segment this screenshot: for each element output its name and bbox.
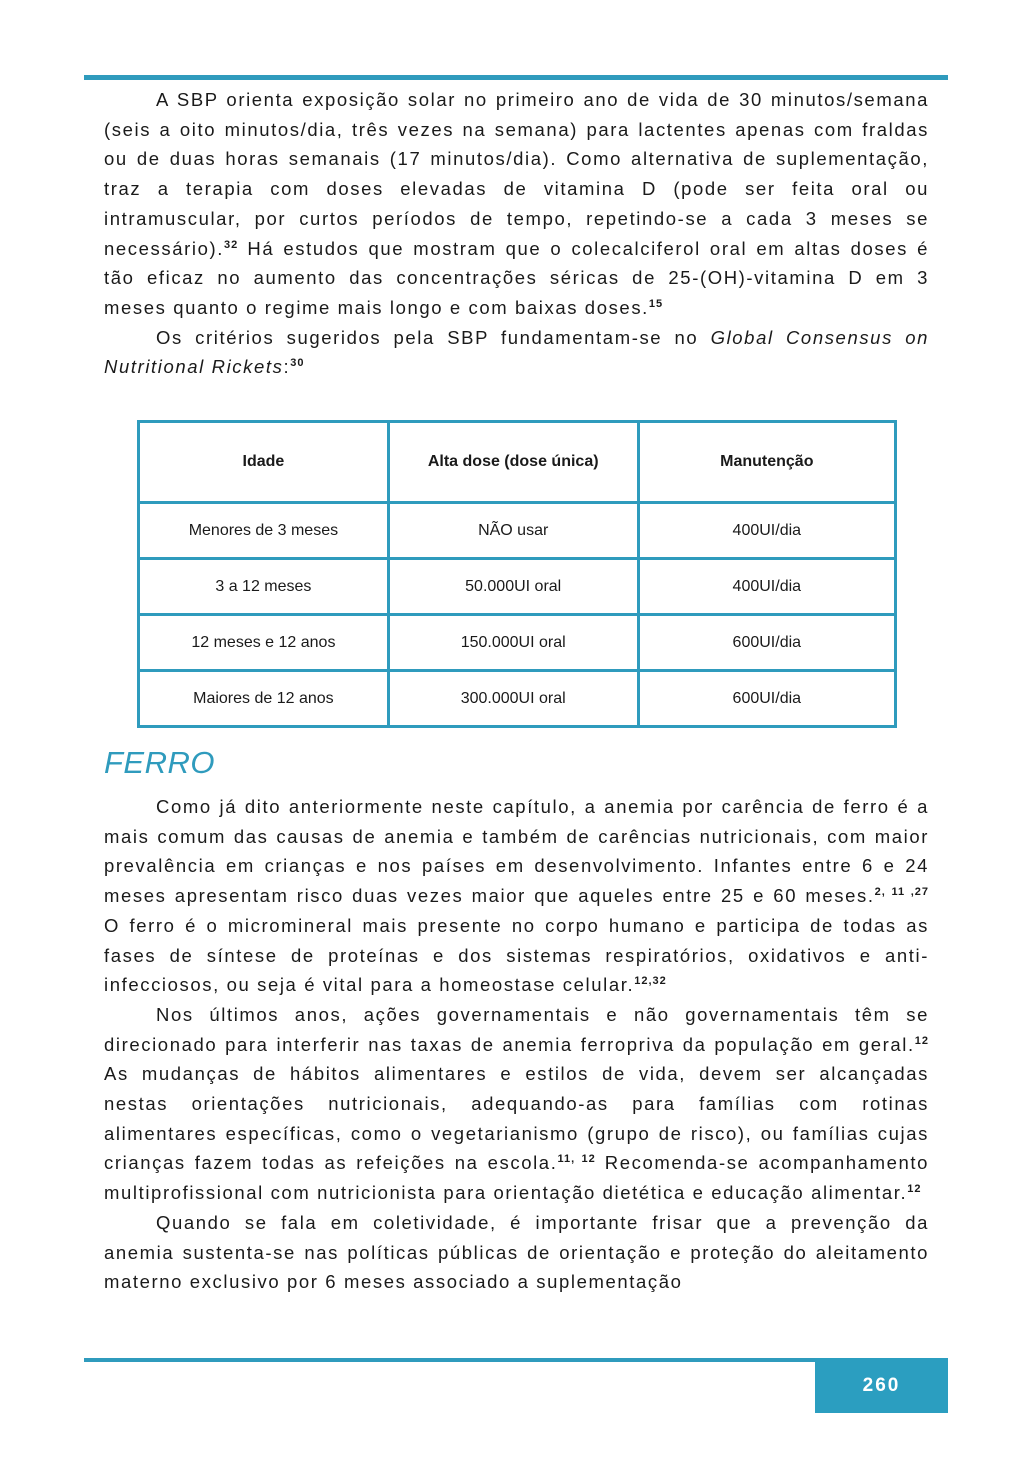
column-header-high-dose: Alta dose (dose única) (388, 422, 638, 503)
intro-text (104, 85, 929, 382)
cell-high-dose: 150.000UI oral (388, 615, 638, 671)
section-title-ferro: FERRO (104, 745, 215, 780)
citation: 2, 11 ,27 (874, 886, 929, 899)
vitamin-d-dose-table (137, 420, 897, 728)
paragraph-text: O ferro é o micromineral mais presente no corpo humano e participa de todas as fases de síntese de proteínas e dos sistemas respiratórios, oxidativos e anti-infecciosos, ou seja é vital para a homeostase celular. (104, 914, 929, 996)
paragraph-text: Quando se fala em coletividade, é importante frisar que a prevenção da anemia sustenta-se nas políticas públicas de orientação e proteção do aleitamento materno exclusivo por 6 meses associado a suplementação (104, 1211, 929, 1293)
table-header-row (139, 422, 896, 503)
paragraph-text: Os critérios sugeridos pela SBP fundamentam-se no (156, 326, 711, 348)
top-divider (84, 75, 948, 80)
paragraph-collectivity (104, 1208, 929, 1297)
ferro-text (104, 792, 929, 1297)
bottom-divider (84, 1358, 824, 1362)
paragraph-text: Há estudos que mostram que o colecalciferol oral em altas doses é tão eficaz no aumento das concentrações séricas de 25-(OH)-vitamina D em 3 meses quanto o regime mais longo e com baixas doses. (104, 237, 929, 318)
page-number: 260 (815, 1358, 948, 1413)
cell-maintenance: 400UI/dia (638, 559, 895, 615)
column-header-age: Idade (139, 422, 389, 503)
paragraph-iron-anemia (104, 792, 929, 1000)
citation: 11, 12 (557, 1153, 596, 1166)
paragraph-text: A SBP orienta exposição solar no primeiro ano de vida de 30 minutos/semana (seis a oito minutos/dia, três vezes na semana) para lactentes apenas com fraldas ou de duas horas semanais (17 minutos/dia). Como alternativa de suplementação, traz a terapia com doses elevadas de vitamina D (pode ser feita oral ou intramuscular, por curtos períodos de tempo, repetindo-se a cada 3 meses se necessário). (104, 89, 929, 259)
paragraph-text: Nos últimos anos, ações governamentais e não governamentais têm se direcionado para interferir nas taxas de anemia ferropriva da população em geral. (104, 1003, 929, 1055)
cell-maintenance: 600UI/dia (638, 615, 895, 671)
table-row (139, 559, 896, 615)
table-row (139, 615, 896, 671)
cell-maintenance: 600UI/dia (638, 671, 895, 727)
cell-age: 3 a 12 meses (139, 559, 389, 615)
paragraph-government-actions (104, 1000, 929, 1208)
citation: 12 (907, 1183, 922, 1196)
cell-high-dose: 50.000UI oral (388, 559, 638, 615)
citation: 30 (290, 357, 305, 370)
paragraph-sun-exposure (104, 85, 929, 323)
citation: 15 (648, 297, 664, 310)
citation: 12,32 (634, 975, 667, 988)
paragraph-text: : (283, 356, 291, 378)
paragraph-text: Recomenda-se acompanhamento multiprofissional com nutricionista para orientação dietética e educação alimentar. (104, 1152, 929, 1204)
cell-age: Maiores de 12 anos (139, 671, 389, 727)
paragraph-text: As mudanças de hábitos alimentares e estilos de vida, devem ser alcançadas nestas orientações nutricionais, adequando-as para famílias com rotinas alimentares específicas, como o vegetarianismo (grupo de risco), ou famílias cujas crianças fazem todas as refeições na escola. (104, 1063, 929, 1174)
table-row (139, 503, 896, 559)
cell-high-dose: NÃO usar (388, 503, 638, 559)
cell-high-dose: 300.000UI oral (388, 671, 638, 727)
cell-maintenance: 400UI/dia (638, 503, 895, 559)
cell-age: Menores de 3 meses (139, 503, 389, 559)
column-header-maintenance: Manutenção (638, 422, 895, 503)
table-row (139, 671, 896, 727)
source-title: Global Consensus on Nutritional Rickets (104, 326, 930, 378)
cell-age: 12 meses e 12 anos (139, 615, 389, 671)
paragraph-text: Como já dito anteriormente neste capítulo, a anemia por carência de ferro é a mais comum das causas de anemia e também de carências nutricionais, com maior prevalência em crianças e nos países em desenvolvimento. Infantes entre 6 e 24 meses apresentam risco duas vezes maior que aqueles entre 25 e 60 meses. (104, 796, 929, 907)
citation: 12 (914, 1034, 929, 1047)
paragraph-criteria (104, 323, 929, 382)
citation: 32 (223, 238, 239, 251)
